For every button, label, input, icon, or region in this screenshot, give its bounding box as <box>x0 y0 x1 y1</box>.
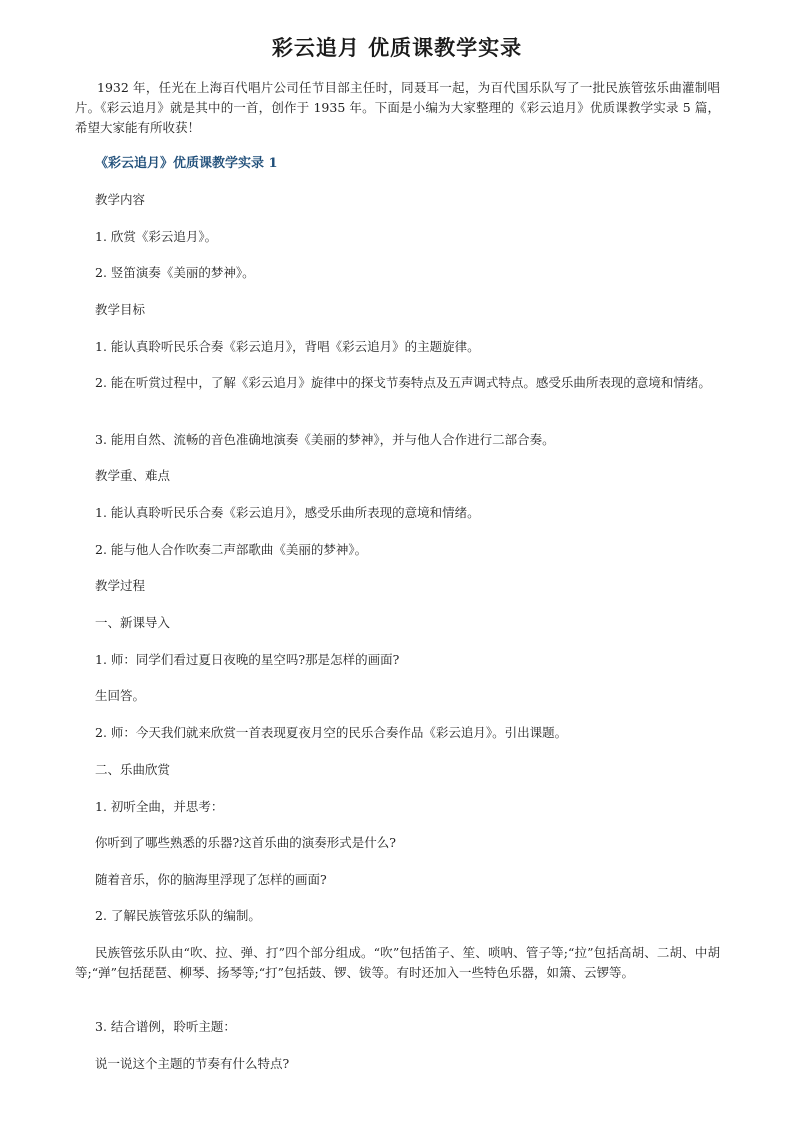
key-point-1: 1. 能认真聆听民乐合奏《彩云追月》，感受乐曲所表现的意境和情绪。 <box>95 505 480 520</box>
appreciation-step-2: 2. 了解民族管弦乐队的编制。 <box>95 908 261 923</box>
heading-teaching-content: 教学内容 <box>95 192 146 207</box>
appreciation-step-1: 1. 初听全曲，并思考： <box>95 799 224 814</box>
goal-item-3: 3. 能用自然、流畅的音色准确地演奏《美丽的梦神》，并与他人合作进行二部合奏。 <box>95 432 555 447</box>
question-imagery: 随着音乐，你的脑海里浮现了怎样的画面? <box>95 872 327 887</box>
heading-teaching-goals: 教学目标 <box>95 302 146 317</box>
heading-key-points: 教学重、难点 <box>95 468 171 483</box>
intro-paragraph: 1932 年，任光在上海百代唱片公司任节目部主任时，同聂耳一起，为百代国乐队写了一批民族管弦乐曲灌制唱片。《彩云追月》就是其中的一首，创作于 1935 年。下面是小编为大家整理的《彩云追月》优质课教学实录 5 篇，希望大家能有所收获！ <box>75 80 720 135</box>
question-instruments: 你听到了哪些熟悉的乐器?这首乐曲的演奏形式是什么? <box>95 835 396 850</box>
orchestra-description: 民族管弦乐队由“吹、拉、弹、打”四个部分组成。“吹”包括笛子、笙、唢呐、管子等;“拉”包括高胡、二胡、中胡等;“弹”包括琵琶、柳琴、扬琴等;“打”包括鼓、锣、钹等。有时还加入一些特色乐器，如箫、云锣等。 <box>75 945 720 980</box>
student-answer: 生回答。 <box>95 688 146 703</box>
goal-item-2: 2. 能在听赏过程中，了解《彩云追月》旋律中的探戈节奏特点及五声调式特点。感受乐曲所表现的意境和情绪。 <box>95 375 711 390</box>
intro-step-2: 2. 师：今天我们就来欣赏一首表现夏夜月空的民乐合奏作品《彩云追月》。引出课题。 <box>95 725 568 740</box>
appreciation-step-3: 3. 结合谱例，聆听主题： <box>95 1019 236 1034</box>
document-title: 彩云追月 优质课教学实录 <box>271 36 523 60</box>
heading-teaching-process: 教学过程 <box>95 578 146 593</box>
key-point-2: 2. 能与他人合作吹奏二声部歌曲《美丽的梦神》。 <box>95 542 368 557</box>
step-heading-appreciation: 二、乐曲欣赏 <box>95 762 171 777</box>
content-item-2: 2. 竖笛演奏《美丽的梦神》。 <box>95 265 255 280</box>
content-item-1: 1. 欣赏《彩云追月》。 <box>95 229 218 244</box>
intro-step-1: 1. 师：同学们看过夏日夜晚的星空吗?那是怎样的画面? <box>95 652 400 667</box>
step-heading-intro: 一、新课导入 <box>95 615 171 630</box>
goal-item-1: 1. 能认真聆听民乐合奏《彩云追月》，背唱《彩云追月》的主题旋律。 <box>95 339 480 354</box>
section-heading: 《彩云追月》优质课教学实录 1 <box>95 156 278 171</box>
question-rhythm: 说一说这个主题的节奏有什么特点? <box>95 1056 290 1071</box>
